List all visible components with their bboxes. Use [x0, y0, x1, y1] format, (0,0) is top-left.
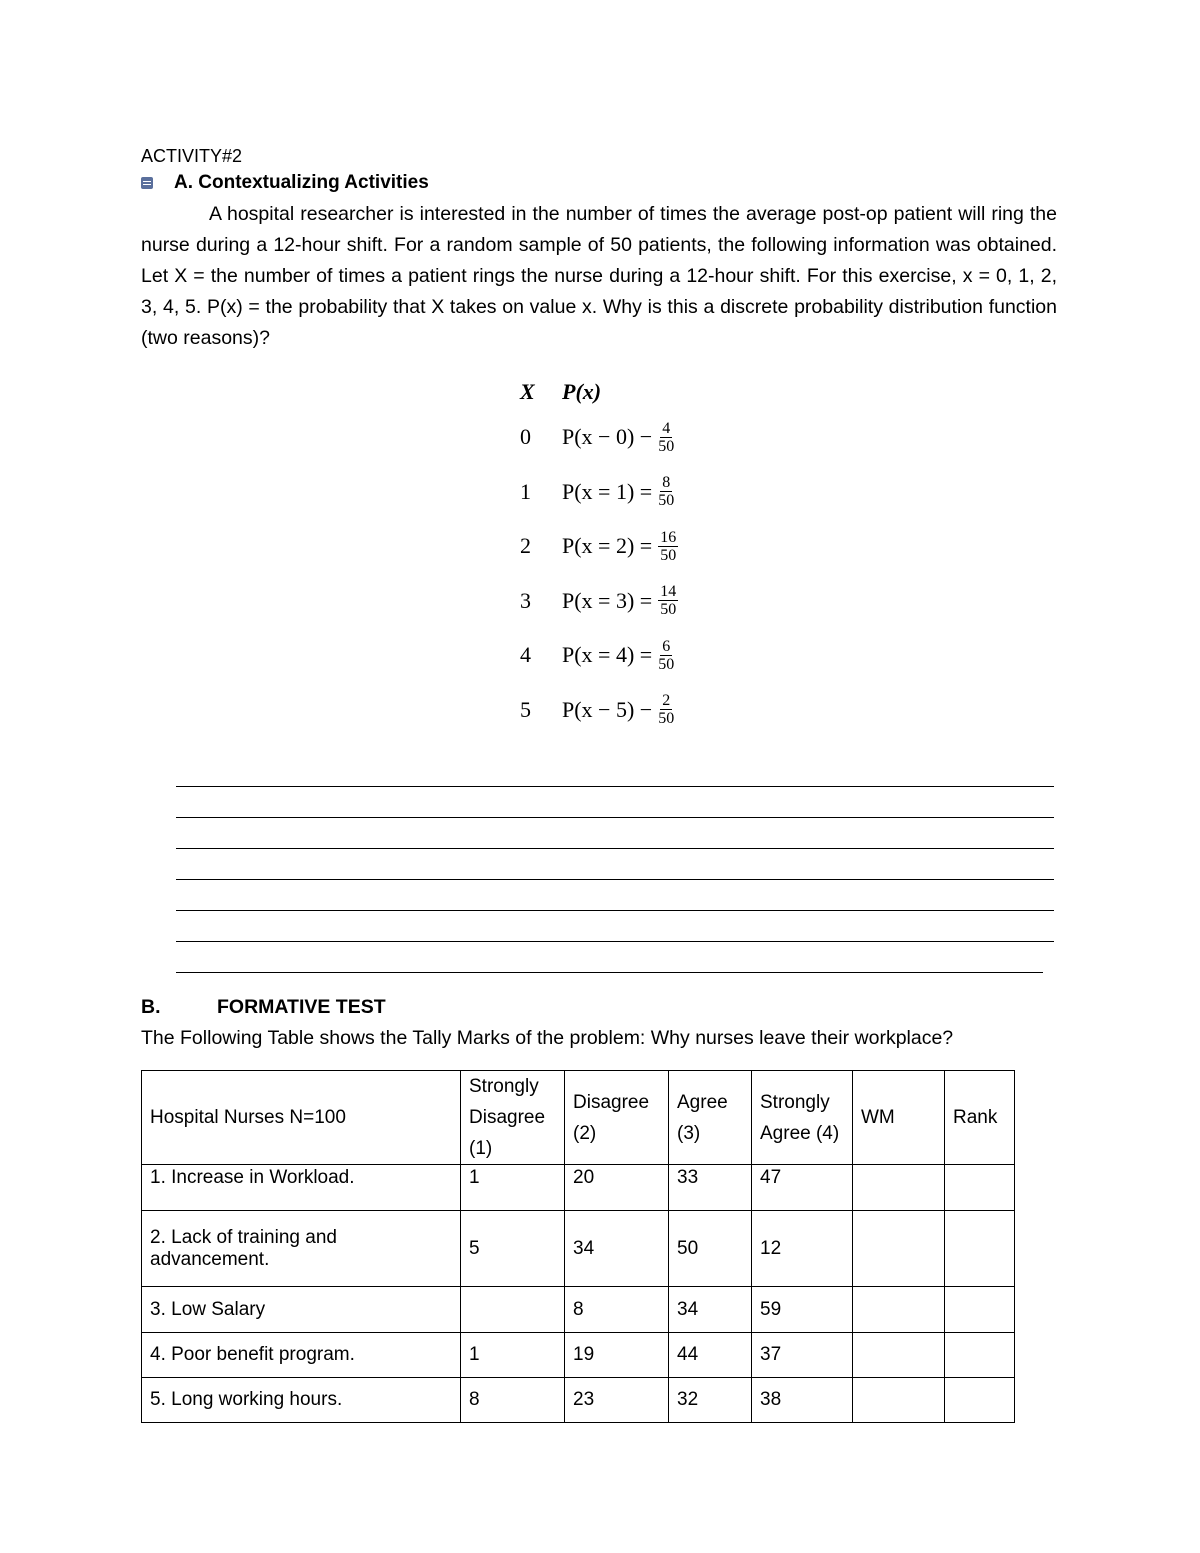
answer-line[interactable] [176, 972, 1043, 973]
answer-line[interactable] [176, 879, 1054, 880]
tally-cell: 23 [565, 1378, 669, 1423]
pmf-x-value: 5 [520, 696, 531, 722]
pmf-expression: P(x − 5) − [562, 696, 653, 722]
header-x: X [520, 379, 535, 404]
tally-cell: 59 [752, 1287, 853, 1333]
fraction-numerator: 4 [662, 419, 671, 437]
pmf-expression: P(x − 0) − [562, 424, 653, 450]
tally-cell: 38 [752, 1378, 853, 1423]
reason-cell: 3. Low Salary [142, 1287, 461, 1333]
pmf-fraction [658, 583, 678, 618]
pmf-expression: P(x = 3) = [562, 587, 653, 613]
fraction-denominator: 50 [660, 601, 677, 619]
column-header: Hospital Nurses N=100 [142, 1071, 461, 1165]
tally-cell: 8 [565, 1287, 669, 1333]
pmf-x-value: 3 [520, 587, 531, 613]
fraction-denominator: 50 [658, 437, 675, 455]
column-header: Disagree (2) [565, 1071, 669, 1165]
activity-title: ACTIVITY#2 [141, 146, 243, 166]
answer-cell[interactable] [945, 1287, 1015, 1333]
tally-cell: 32 [669, 1378, 752, 1423]
reason-cell: 4. Poor benefit program. [142, 1333, 461, 1378]
tally-cell: 20 [565, 1165, 669, 1211]
pmf-x-value: 2 [520, 533, 531, 559]
pmf-row [520, 628, 678, 683]
tally-cell: 8 [461, 1378, 565, 1423]
answer-line[interactable] [176, 941, 1054, 942]
section-b-heading [141, 996, 386, 1019]
tally-table [141, 1070, 1015, 1423]
column-header: Agree (3) [669, 1071, 752, 1165]
probability-table-header [520, 374, 678, 410]
answer-cell[interactable] [853, 1165, 945, 1211]
pmf-expression: P(x = 2) = [562, 533, 653, 559]
section-a-heading [141, 172, 429, 194]
tally-cell: 12 [752, 1211, 853, 1287]
pmf-x-value: 1 [520, 478, 531, 504]
fraction-denominator: 50 [658, 710, 675, 728]
probability-table [520, 374, 678, 737]
reason-cell: 2. Lack of training and advancement. [142, 1211, 461, 1287]
fraction-numerator: 2 [662, 692, 671, 710]
tally-cell [461, 1287, 565, 1333]
tally-cell: 19 [565, 1333, 669, 1378]
table-row [142, 1333, 1015, 1378]
answer-cell[interactable] [945, 1165, 1015, 1211]
pmf-row [520, 465, 678, 520]
answer-cell[interactable] [945, 1211, 1015, 1287]
tally-cell: 34 [669, 1287, 752, 1333]
table-row [142, 1287, 1015, 1333]
answer-cell[interactable] [853, 1211, 945, 1287]
fraction-denominator: 50 [658, 492, 675, 510]
tally-cell: 5 [461, 1211, 565, 1287]
fraction-denominator: 50 [660, 546, 677, 564]
section-a-heading-text: A. Contextualizing Activities [174, 172, 429, 193]
answer-line[interactable] [176, 786, 1054, 787]
answer-cell[interactable] [853, 1378, 945, 1423]
tally-cell: 33 [669, 1165, 752, 1211]
tally-cell: 1 [461, 1165, 565, 1211]
answer-cell[interactable] [945, 1333, 1015, 1378]
column-header: Strongly Disagree (1) [461, 1071, 565, 1165]
answer-line[interactable] [176, 848, 1054, 849]
list-bullet-icon [141, 177, 153, 189]
pmf-row [520, 519, 678, 574]
section-b-subtitle: The Following Table shows the Tally Marks of the problem: Why nurses leave their workplace? [141, 1027, 954, 1049]
pmf-expression: P(x = 1) = [562, 478, 653, 504]
pmf-fraction [658, 529, 678, 564]
pmf-x-value: 0 [520, 424, 531, 450]
table-header-row [142, 1071, 1015, 1165]
pmf-row [520, 574, 678, 629]
answer-line[interactable] [176, 817, 1054, 818]
problem-paragraph-text: A hospital researcher is interested in the number of times the average post-op patient will ring the nurse during a 12-hour shift. For a random sample of 50 patients, the following information was obtained. Let X = the number of times a patient rings the nurse during a 12-hour shift. For this exercise, x = 0, 1, 2, 3, 4, 5. P(x) = the probability that X takes on value x. Why is this a discrete probability distribution function (two reasons)? [141, 203, 1057, 349]
pmf-expression: P(x = 4) = [562, 642, 653, 668]
header-px: P(x) [562, 379, 602, 404]
reason-cell: 1. Increase in Workload. [142, 1165, 461, 1211]
tally-cell: 37 [752, 1333, 853, 1378]
fraction-numerator: 16 [660, 528, 677, 546]
pmf-row [520, 410, 678, 465]
section-b-number: B. [141, 996, 161, 1018]
reason-cell: 5. Long working hours. [142, 1378, 461, 1423]
table-row [142, 1165, 1015, 1211]
answer-cell[interactable] [853, 1333, 945, 1378]
fraction-denominator: 50 [658, 655, 675, 673]
column-header: Rank [945, 1071, 1015, 1165]
pmf-row [520, 683, 678, 738]
table-row [142, 1211, 1015, 1287]
table-row [142, 1378, 1015, 1423]
pmf-fraction [658, 692, 674, 727]
problem-paragraph [141, 199, 1057, 354]
tally-cell: 47 [752, 1165, 853, 1211]
tally-cell: 50 [669, 1211, 752, 1287]
tally-cell: 44 [669, 1333, 752, 1378]
tally-cell: 34 [565, 1211, 669, 1287]
answer-cell[interactable] [945, 1378, 1015, 1423]
tally-cell: 1 [461, 1333, 565, 1378]
answer-line[interactable] [176, 910, 1054, 911]
answer-cell[interactable] [853, 1287, 945, 1333]
pmf-fraction [658, 420, 674, 455]
fraction-numerator: 6 [662, 637, 671, 655]
pmf-x-value: 4 [520, 642, 531, 668]
section-b-heading-text: FORMATIVE TEST [217, 996, 386, 1018]
pmf-fraction [658, 638, 674, 673]
fraction-numerator: 14 [660, 583, 677, 601]
column-header: Strongly Agree (4) [752, 1071, 853, 1165]
fraction-numerator: 8 [662, 474, 671, 492]
column-header: WM [853, 1071, 945, 1165]
pmf-fraction [658, 474, 674, 509]
